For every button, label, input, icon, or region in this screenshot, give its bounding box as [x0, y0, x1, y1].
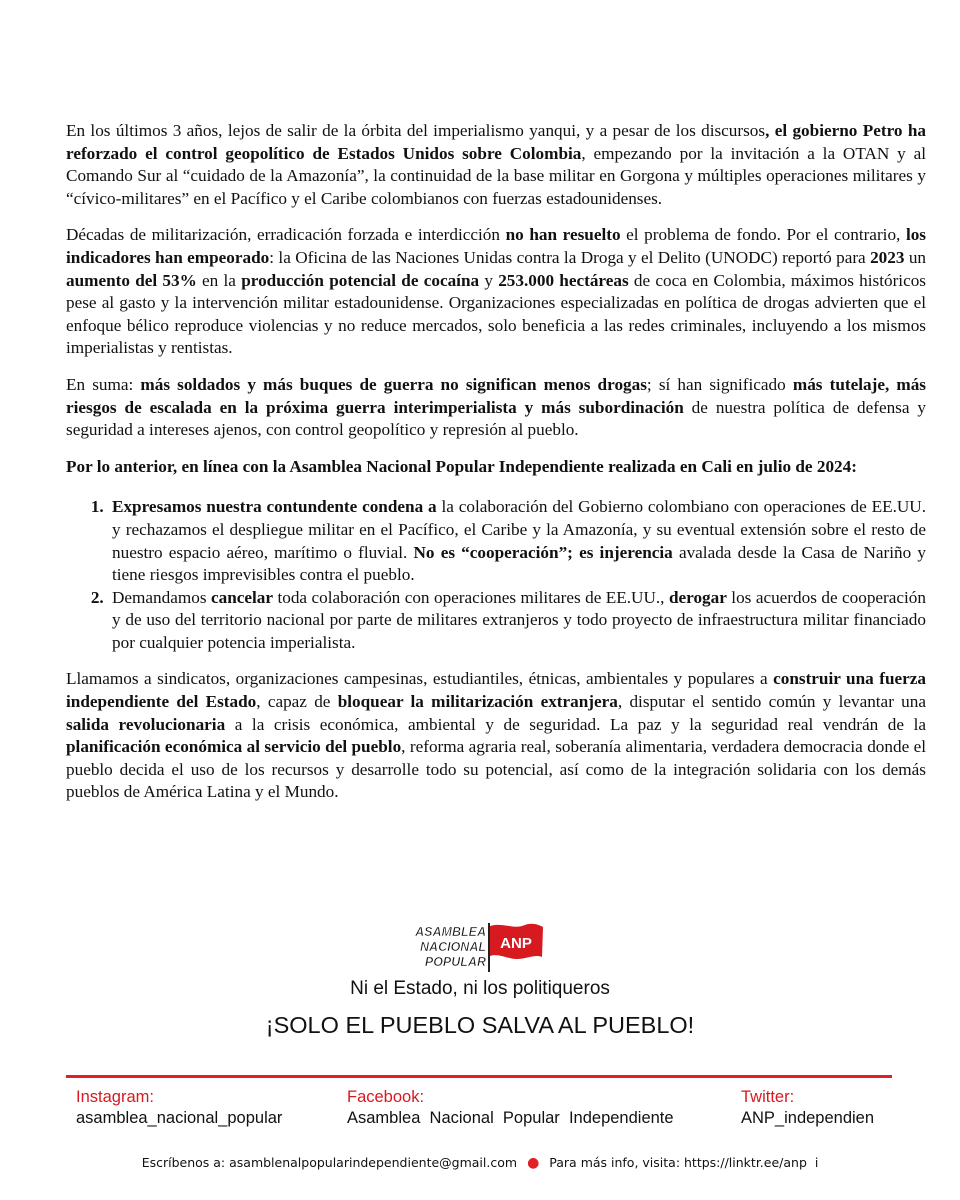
paragraph-4 [66, 456, 926, 479]
item1-text-1: la colaboración del Gobierno colombiano con operaciones de EE.UU. y rechazamos el despliegue militar en el Pacífico, el Caribe y la Amazonía, y su eventual extensión sobre el resto de nuestro espacio aéreo, marítimo o fluvial. [112, 497, 926, 562]
paragraph-3 [66, 374, 926, 442]
footer-link[interactable]: Para más info, visita: https://linktr.ee/anp i [549, 1155, 819, 1170]
p5-text-4: a la crisis económica, ambiental y de seguridad. La paz y la seguridad real vendrán de la [225, 714, 926, 734]
item2-text-3: los acuerdos de cooperación y de uso del territorio nacional por parte de militares extranjeros y todo proyecto de infraestructura militar financiado por cualquier potencia imperialista. [112, 587, 926, 652]
item2-bold-2: derogar [668, 587, 727, 607]
p3-text-2: ; sí han significado [646, 374, 793, 394]
logo-line-1: ASAMBLEA [415, 925, 486, 939]
p2-bold-6: 253.000 hectáreas [498, 270, 629, 290]
anp-logo [413, 921, 545, 973]
list-item [108, 496, 926, 586]
instagram-handle[interactable]: asamblea_nacional_popular [76, 1109, 283, 1127]
p5-bold-1: construir una fuerza independiente del Estado [66, 669, 926, 712]
facebook-handle[interactable]: Asamblea Nacional Popular Independiente [347, 1109, 674, 1127]
p5-bold-3: salida revolucionaria [66, 714, 226, 734]
p2-text-7: de coca en Colombia, máximos históricos pese al gasto y la intervención militar estadounidense. Organizaciones especializadas en política de drogas advierten que el enfoque bélico reproduce violencias y no reduce mercados, solo beneficia a las redes criminales, incluyendo a los mismos imperialistas y rentistas. [66, 270, 926, 358]
p1-text-1: En los últimos 3 años, lejos de salir de la órbita del imperialismo yanqui, y a pesar de los discursos [66, 121, 766, 140]
item1-bold-1: Expresamos nuestra contundente condena a [112, 497, 437, 517]
footer-contact [0, 1155, 960, 1171]
twitter-handle[interactable]: ANP_independien [741, 1109, 875, 1127]
p2-bold-3: 2023 [870, 247, 905, 267]
p2-text-4: un [904, 247, 927, 267]
p2-text-5: en la [196, 270, 242, 290]
p1-text-2: , empezando por la invitación a la OTAN y al Comando Sur al “cuidado de la Amazonía”, la continuidad de la base militar en Gorgona y múltiples operaciones militares y “cívico-militares” en el Pacífico y el Caribe colombianos con fuerzas estadounidenses. [66, 143, 926, 208]
item2-text-1: Demandamos [112, 587, 211, 607]
p3-bold-1: más soldados y más buques de guerra no significan menos drogas [140, 374, 647, 394]
p5-text-1: Llamamos a sindicatos, organizaciones campesinas, estudiantiles, étnicas, ambientales y populares a [66, 669, 774, 689]
item1-text-2: avalada desde la Casa de Nariño y tiene riesgos imprevisibles contra el pueblo. [112, 542, 927, 585]
p5-text-3: , disputar el sentido común y levantar una [617, 692, 926, 712]
p2-text-6: y [479, 270, 499, 290]
logo-line-2: NACIONAL [420, 940, 486, 954]
p2-text-2: el problema de fondo. Por el contrario, [620, 225, 906, 245]
paragraph-1 [66, 120, 926, 210]
p2-bold-1: no han resuelto [505, 225, 621, 245]
p4-bold-1: Por lo anterior, en línea con la Asamblea Nacional Popular Independiente realizada en Cali en julio de 2024: [66, 456, 857, 476]
footer-email[interactable]: Escríbenos a: asamblenalpopularindependiente@gmail.com [141, 1155, 518, 1170]
p5-text-2: , capaz de [256, 692, 338, 712]
p3-bold-2: más tutelaje, más riesgos de escalada en la próxima guerra interimperialista y más subordinación [66, 374, 926, 417]
divider [66, 1075, 892, 1078]
list-item [108, 587, 926, 655]
slogan-line-2: ¡SOLO EL PUEBLO SALVA AL PUEBLO! [265, 1012, 695, 1038]
p3-text-3: de nuestra política de defensa y seguridad a intereses ajenos, con control geopolítico y represión al pueblo. [66, 397, 926, 440]
social-facebook[interactable] [347, 1087, 674, 1129]
item2-text-2: toda colaboración con operaciones militares de EE.UU., [273, 587, 669, 607]
p2-bold-2: los indicadores han empeorado [66, 225, 926, 267]
twitter-label: Twitter: [741, 1088, 795, 1106]
p2-text-1: Décadas de militarización, erradicación forzada e interdicción [66, 225, 506, 245]
social-instagram[interactable] [76, 1087, 282, 1129]
logo-line-3: POPULAR [424, 955, 486, 969]
social-twitter[interactable] [741, 1087, 874, 1129]
p2-text-3: : la Oficina de las Naciones Unidas contra la Droga y el Delito (UNODC) reportó para [269, 247, 871, 267]
document-body [66, 120, 926, 818]
item1-bold-2: No es “cooperación”; es injerencia [413, 542, 673, 562]
p2-bold-5: producción potencial de cocaína [241, 270, 480, 290]
bullet-icon: ● [527, 1155, 540, 1171]
instagram-label: Instagram: [76, 1088, 154, 1106]
facebook-label: Facebook: [347, 1088, 425, 1106]
p5-bold-4: planificación económica al servicio del pueblo [66, 737, 402, 757]
p3-text-1: En suma: [66, 374, 141, 394]
p1-bold-1: , el gobierno Petro ha reforzado el control geopolítico de Estados Unidos sobre Colombia [66, 121, 926, 163]
p5-text-5: , reforma agraria real, soberanía alimentaria, verdadera democracia donde el pueblo decida el uso de los recursos y desarrolle todo su potencial, así como de la integración solidaria con los demás pueblos de América Latina y el Mundo. [66, 737, 926, 802]
paragraph-2 [66, 224, 926, 360]
p2-bold-4: aumento del 53% [66, 270, 197, 290]
item2-bold-1: cancelar [210, 587, 274, 607]
slogan-line-1: Ni el Estado, ni los politiqueros [350, 978, 610, 999]
p5-bold-2: bloquear la militarización extranjera [337, 692, 618, 712]
demands-list [66, 496, 926, 654]
flag-label: ANP [500, 935, 532, 952]
paragraph-5 [66, 668, 926, 804]
